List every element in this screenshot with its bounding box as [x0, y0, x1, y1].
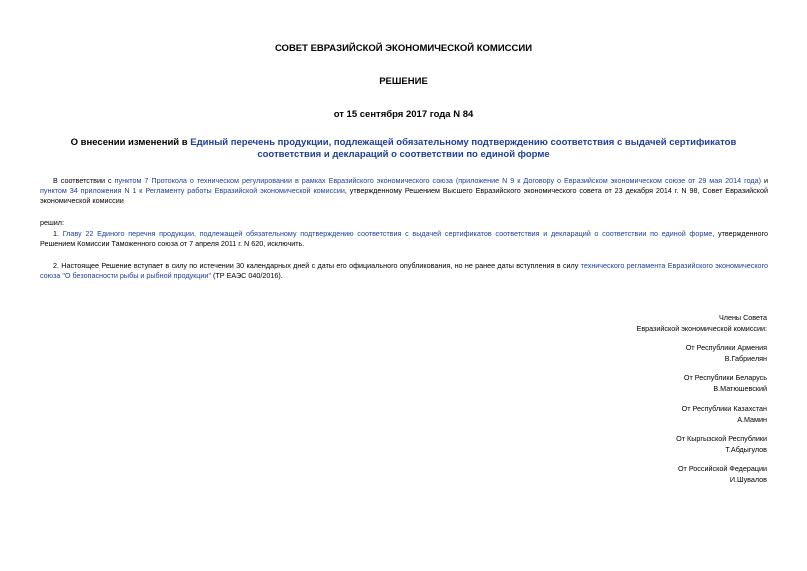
- paragraph-preamble: [40, 176, 768, 207]
- preamble-text-1: В соответствии с: [53, 176, 115, 185]
- signature-block-belarus: [467, 372, 767, 394]
- item2-text-2: (ТР ЕАЭС 040/2016).: [211, 271, 283, 281]
- signature-country: От Республики Беларусь: [683, 373, 767, 382]
- protocol-link[interactable]: пунктом 7 Протокола о техническом регулировании в рамках Евразийского экономического союза (приложение N 9 к Договору о Евразийском экономическом союзе от 29 мая 2014 года): [114, 176, 761, 185]
- signature-person: В.Матюшевский: [713, 384, 767, 393]
- signature-country: От Республики Казахстан: [681, 404, 767, 413]
- item1-text-3: , утвержденного Решением Комиссии Таможенного союза от 7 апреля 2011 г. N 620, исключить.: [40, 229, 768, 249]
- chapter-link[interactable]: Главу 22: [62, 229, 94, 238]
- signature-block-kyrgyzstan: [467, 433, 767, 455]
- paragraph-item-2: [40, 261, 768, 281]
- signature-country: От Кыргызской Республики: [676, 434, 767, 443]
- signature-line2: Евразийской экономической комиссии:: [636, 324, 767, 333]
- council-title: СОВЕТ ЕВРАЗИЙСКОЙ ЭКОНОМИЧЕСКОЙ КОМИССИИ: [274, 43, 533, 54]
- resolved-label: решил:: [40, 218, 64, 227]
- signature-country: От Республики Армения: [685, 343, 767, 352]
- item1-text-1: 1.: [53, 229, 63, 238]
- decision-date: от 15 сентября 2017 года N 84: [333, 109, 474, 120]
- signature-person: И.Шувалов: [729, 475, 767, 484]
- subject-prefix: О внесении изменений в: [70, 137, 191, 148]
- signature-country: От Российской Федерации: [677, 464, 767, 473]
- decision-subject: [40, 137, 767, 161]
- signature-block-council: [467, 312, 767, 334]
- signature-person: А.Мамин: [737, 415, 767, 424]
- regulation-link[interactable]: пунктом 34 приложения N 1 к Регламенту работы Евразийской экономической комиссии: [40, 186, 345, 196]
- signature-block-armenia: [467, 342, 767, 364]
- subject-link[interactable]: Единый перечень продукции, подлежащей обязательному подтверждению соответствия с выдачей сертификатов соответствия и деклараций о соответствии по единой форме: [190, 137, 737, 160]
- signature-block-russia: [467, 463, 767, 485]
- paragraph-item-1: [40, 229, 768, 249]
- decision-title: РЕШЕНИЕ: [379, 76, 428, 87]
- tech-regulation-link[interactable]: технического регламента Евразийского экономического союза "О безопасности рыбы и рыбной продукции": [40, 261, 768, 281]
- signature-person: В.Габриелян: [724, 354, 767, 363]
- preamble-text-3: , утвержденному Решением Высшего Евразийского экономического совета от 23 декабря 2014 г. N 98, Совет Евразийской экономической комиссии: [40, 186, 768, 206]
- signature-person: Т.Абдыгулов: [725, 445, 767, 454]
- signature-block-kazakhstan: [467, 403, 767, 425]
- preamble-text-2: и: [761, 176, 769, 185]
- unified-list-link[interactable]: Единого перечня продукции, подлежащей обязательному подтверждению соответствия с выдачей сертификатов соответствия и деклараций о соответствии по единой форме: [97, 229, 713, 238]
- item2-text-1: 2. Настоящее Решение вступает в силу по истечении 30 календарных дней с даты его официального опубликования, но не ранее даты вступления в силу: [53, 261, 581, 270]
- signature-line1: Члены Совета: [718, 313, 767, 322]
